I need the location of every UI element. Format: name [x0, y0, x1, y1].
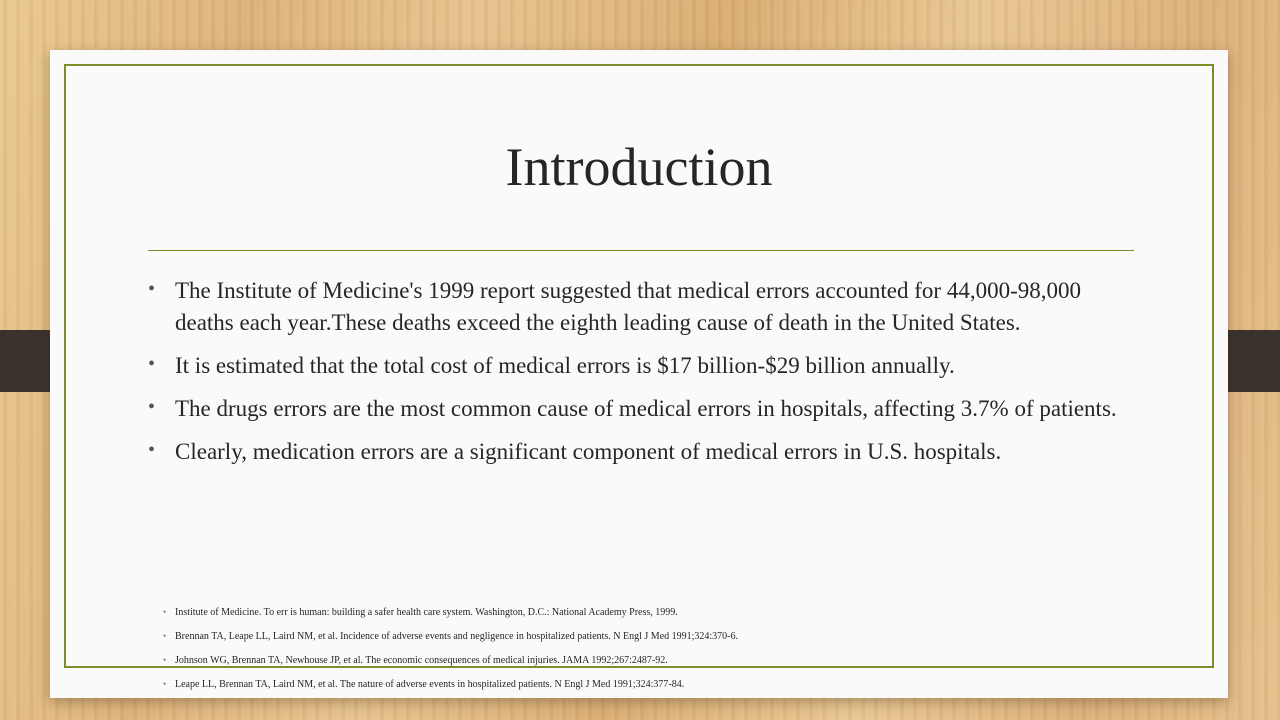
bullet-text: Clearly, medication errors are a significant component of medical errors in U.S. hospitals.	[175, 439, 1002, 464]
bullet-item	[148, 350, 1138, 382]
bullet-text: It is estimated that the total cost of medical errors is $17 billion-$29 billion annually.	[175, 353, 955, 378]
bullet-item	[148, 393, 1138, 425]
bullet-list	[148, 275, 1138, 479]
reference-dot-icon: •	[163, 631, 167, 641]
reference-dot-icon: •	[163, 655, 167, 665]
reference-text: Johnson WG, Brennan TA, Newhouse JP, et al. The economic consequences of medical injuries. JAMA 1992;267:2487-92.	[175, 655, 668, 666]
bullet-text: The drugs errors are the most common cause of medical errors in hospitals, affecting 3.7% of patients.	[175, 396, 1117, 421]
reference-text: Institute of Medicine. To err is human: building a safer health care system. Washington, D.C.: National Academy Press, 1999.	[175, 607, 678, 618]
bullet-dot-icon: •	[148, 396, 156, 418]
reference-list	[163, 607, 1175, 703]
reference-text: Leape LL, Brennan TA, Laird NM, et al. The nature of adverse events in hospitalized patients. N Engl J Med 1991;324:377-84.	[175, 679, 685, 690]
slide-title: Introduction	[505, 137, 773, 197]
title-divider	[148, 250, 1134, 251]
reference-dot-icon: •	[163, 679, 167, 689]
reference-dot-icon: •	[163, 607, 167, 617]
reference-item	[163, 607, 1175, 631]
reference-item	[163, 631, 1175, 655]
reference-item	[163, 679, 1175, 703]
bullet-dot-icon: •	[148, 278, 156, 300]
bullet-item	[148, 436, 1138, 468]
bullet-dot-icon: •	[148, 439, 156, 461]
reference-item	[163, 655, 1175, 679]
reference-text: Brennan TA, Leape LL, Laird NM, et al. Incidence of adverse events and negligence in hospitalized patients. N Engl J Med 1991;324:370-6.	[175, 631, 739, 642]
bullet-dot-icon: •	[148, 353, 156, 375]
bullet-item	[148, 275, 1138, 339]
bullet-text: The Institute of Medicine's 1999 report suggested that medical errors accounted for 44,000-98,000 deaths each year.These deaths exceed the eighth leading cause of death in the United States.	[175, 278, 1081, 335]
